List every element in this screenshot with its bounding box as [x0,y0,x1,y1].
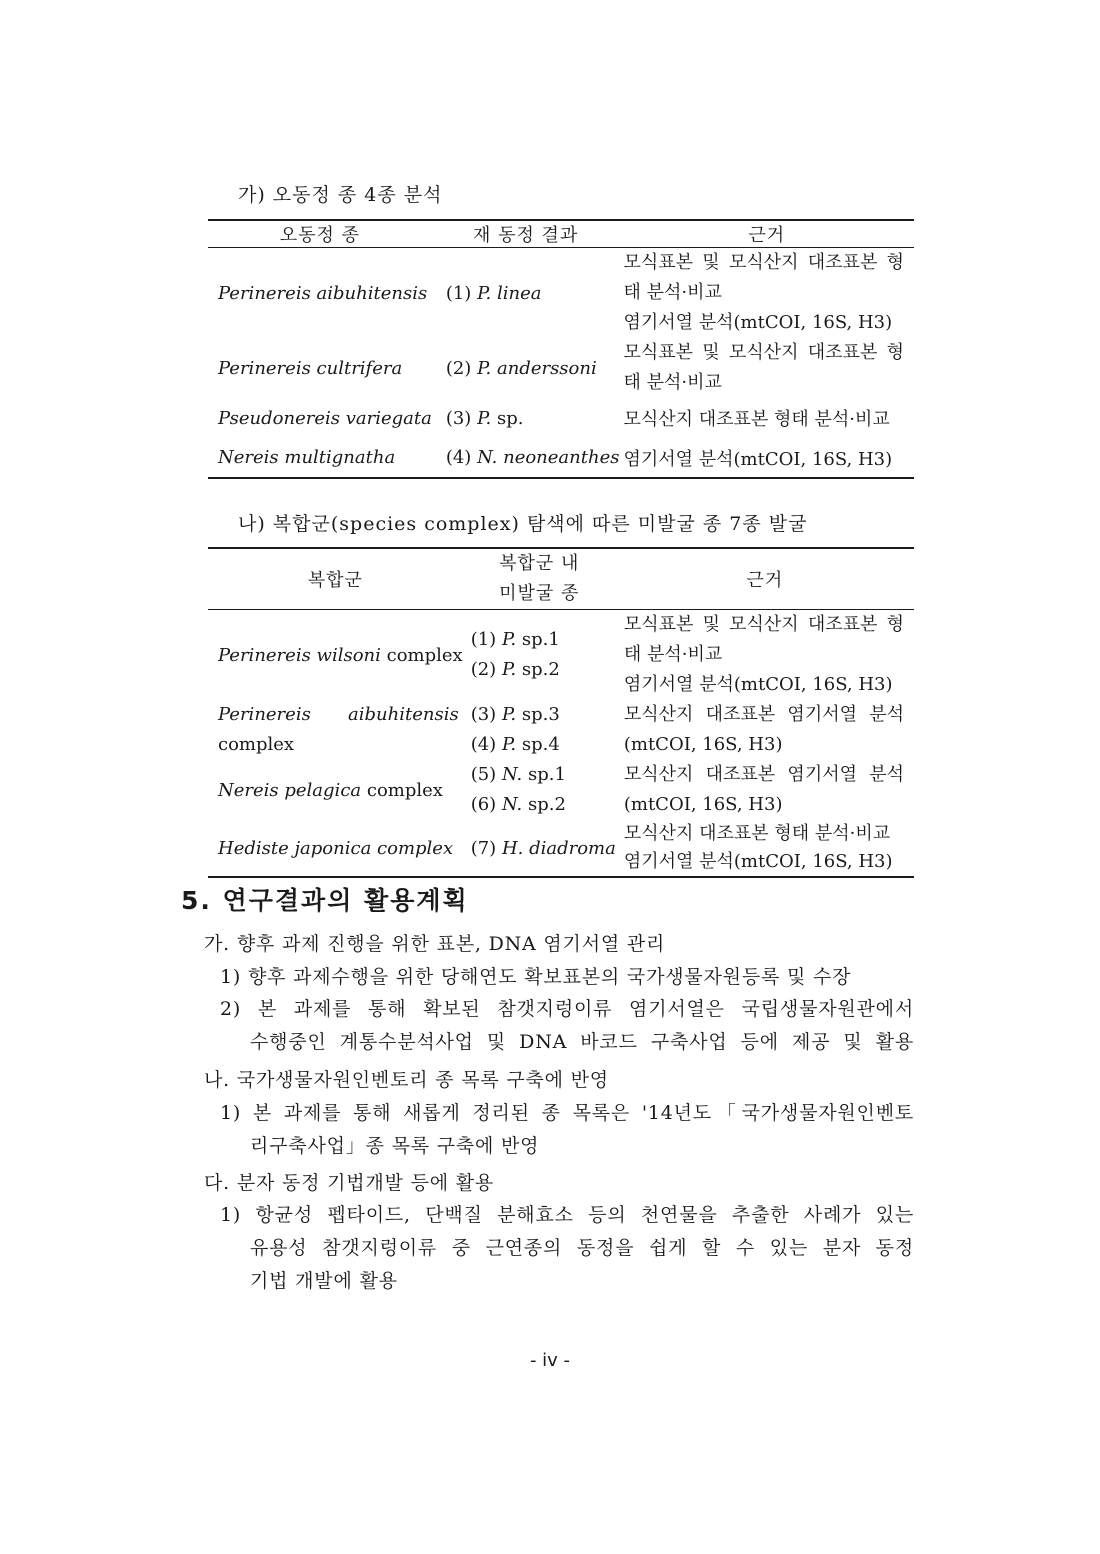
table-row: Perinereis aibuhitensis complex (3) P. sp.3 (4) P. sp.4 모식산지 대조표본 염기서열 분석 (mtCOI, 16S, H3) [218,704,904,755]
section-na-heading: 나. 국가생물자원인벤토리 종 목록 구축에 반영 [204,1069,609,1091]
table1-caption: 가) 오동정 종 4종 분석 [238,184,443,206]
table-row: Perinereis wilsoni complex (1) P. sp.1 (2) P. sp.2 모식표본 및 모식산지 대조표본 형 태 분석·비교 염기서열 분석(mtCOI, 16S, H3) [218,614,904,695]
list-item: 1) 항균성 펩타이드, 단백질 분해효소 등의 천연물을 추출한 사례가 있는 유용성 참갯지렁이류 중 근연종의 동정을 쉽게 할 수 있는 분자 동정 기법 개발에 활용 [220,1204,914,1292]
table2-header-undiscovered: 복합군 내 [499,553,580,574]
table2 [208,547,914,878]
table2-caption: 나) 복합군(species complex) 탐색에 따른 미발굴 종 7종 발굴 [238,513,808,535]
section-da-heading: 다. 분자 동정 기법개발 등에 활용 [204,1172,495,1194]
result-name: P. anderssoni [477,357,597,379]
species-name: Pseudonereis variegata [218,407,432,429]
species-name: Nereis multignatha [218,447,396,468]
table-row: Perinereis cultrifera (2) P. anderssoni 모식표본 및 모식산지 대조표본 형 태 분석·비교 [218,342,904,393]
result-name: P. [477,407,492,429]
table2-header-complex: 복합군 [307,570,363,591]
list-item: 2) 본 과제를 통해 확보된 참갯지렁이류 염기서열은 국립생물자원관에서 수행중인 계통수분석사업 및 DNA 바코드 구축사업 등에 제공 및 활용 [220,998,914,1053]
table-row: Nereis pelagica complex (5) N. sp.1 (6) N. sp.2 모식산지 대조표본 염기서열 분석 (mtCOI, 16S, H3) [218,764,904,815]
result-name: N. neoneanthes [477,447,620,468]
table1-header-result: 재 동정 결과 [472,225,579,246]
table2-header-row: 복합군 복합군 내 미발굴 종 근거 [208,548,914,610]
table2-header-basis: 근거 [746,570,784,591]
species-name: Perinereis cultrifera [218,357,403,379]
table1-header-basis: 근거 [748,225,786,246]
table1-header-species: 오동정 종 [279,225,361,246]
table1-header-row [208,220,914,248]
table-row: Hediste japonica complex (7) H. diadroma 모식산지 대조표본 형태 분석·비교 염기서열 분석(mtCOI, 16S, H3) [208,820,914,877]
table1 [208,219,914,479]
section-title: 5. 연구결과의 활용계획 [181,886,469,915]
list-item: 1) 향후 과제수행을 위한 당해연도 확보표본의 국가생물자원등록 및 수장 [220,966,852,988]
table-row: Perinereis aibuhitensis (1) P. linea 모식표본 및 모식산지 대조표본 형 태 분석·비교 염기서열 분석(mtCOI, 16S, H3) [218,252,904,333]
result-name: P. linea [477,282,542,304]
table-row: Nereis multignatha (4) N. neoneanthes 염기서열 분석(mtCOI, 16S, H3) [208,438,914,478]
species-name: Perinereis aibuhitensis [218,282,428,304]
table-row: Pseudonereis variegata (3) P. sp. 모식산지 대조표본 형태 분석·비교 [218,407,890,430]
list-item: 1) 본 과제를 통해 새롭게 정리된 종 목록은 '14년도「국가생물자원인벤토 리구축사업」종 목록 구축에 반영 [220,1102,914,1157]
section-ga-heading: 가. 향후 과제 진행을 위한 표본, DNA 염기서열 관리 [204,933,666,955]
page-number: - iv - [529,1350,571,1371]
